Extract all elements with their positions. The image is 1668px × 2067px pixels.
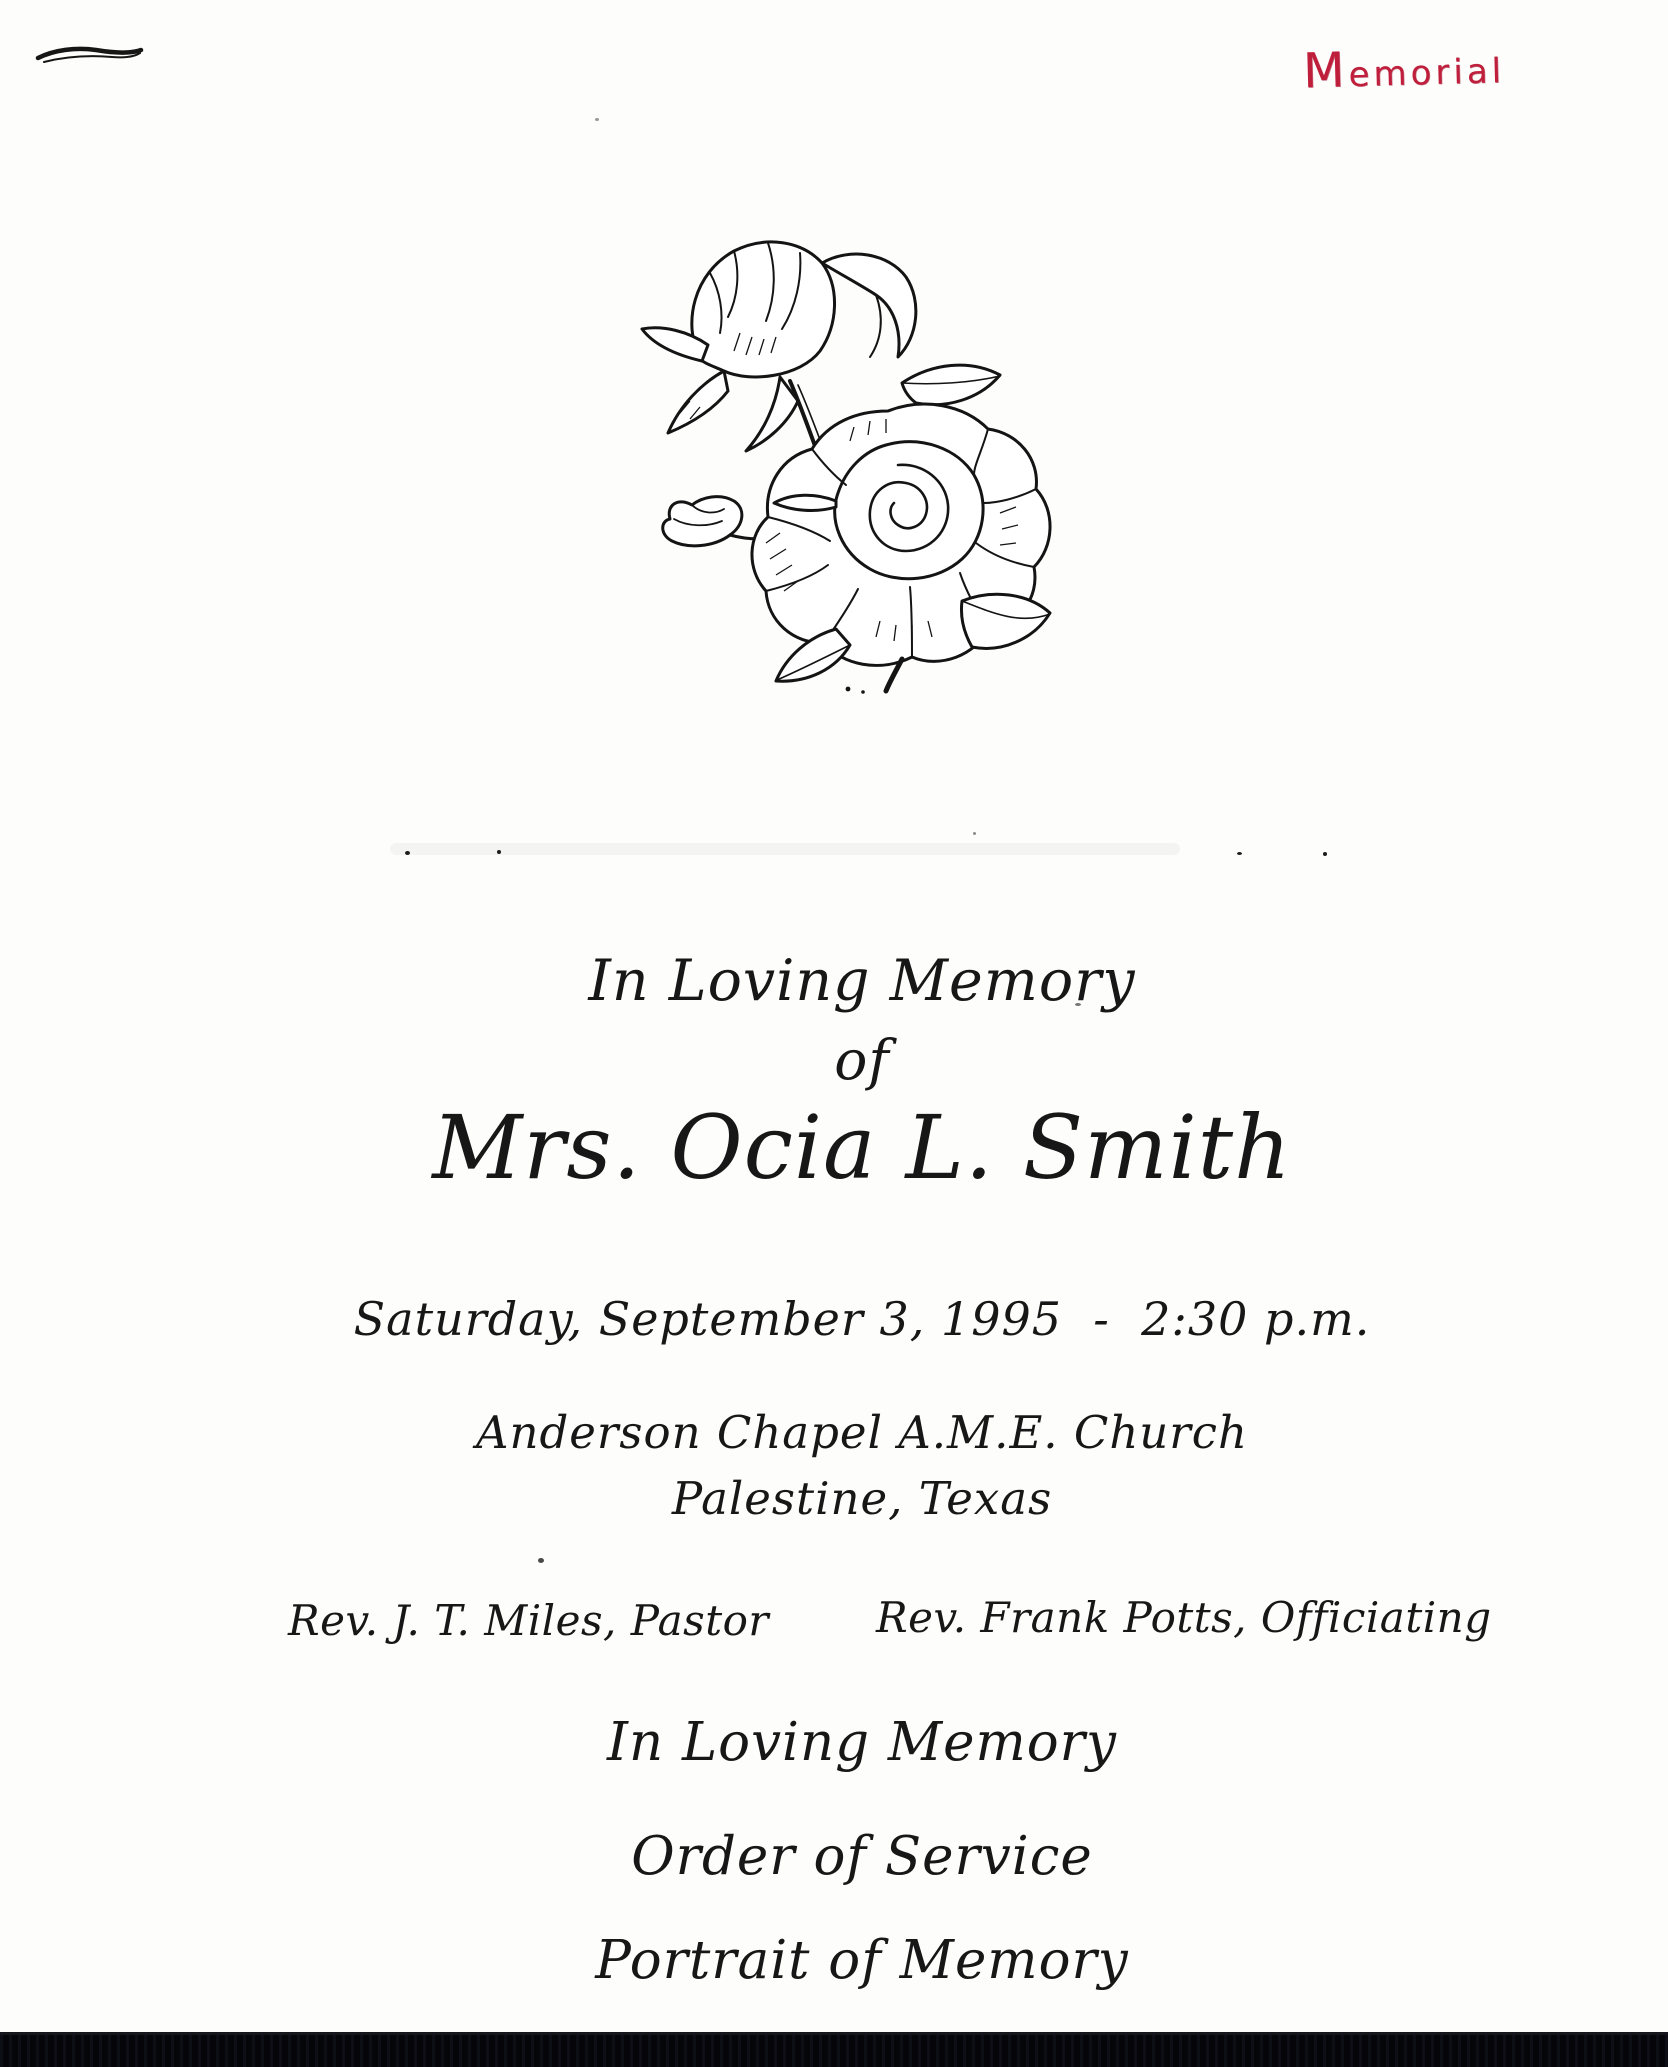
handwritten-memorial-note: Memorial (1302, 42, 1506, 100)
honoree-name: Mrs. Ocia L. Smith (432, 1096, 1292, 1199)
scan-speck (538, 1558, 544, 1563)
pastor-name: Rev. J. T. Miles, Pastor (288, 1596, 769, 1645)
section-in-loving-memory: In Loving Memory (607, 1712, 1117, 1773)
scanner-black-bar-artifact (0, 2032, 1668, 2067)
in-loving-memory-heading: In Loving Memory (588, 948, 1136, 1014)
scan-speck (405, 851, 410, 855)
scan-speck (497, 850, 501, 854)
church-location: Palestine, Texas (671, 1472, 1053, 1525)
faint-scan-band-artifact (390, 843, 1180, 855)
scan-speck (1237, 852, 1242, 855)
two-roses-line-art-icon (640, 213, 1065, 695)
smudge-stroke (32, 42, 146, 70)
scan-speck (1323, 852, 1327, 856)
scan-speck (1075, 1003, 1081, 1006)
church-name: Anderson Chapel A.M.E. Church (475, 1406, 1248, 1459)
service-datetime: Saturday, September 3, 1995 - 2:30 p.m. (353, 1292, 1371, 1346)
ink-smudge-artifact (32, 42, 146, 70)
section-order-of-service: Order of Service (631, 1826, 1093, 1887)
section-portrait-of-memory: Portrait of Memory (595, 1930, 1129, 1991)
officiant-name: Rev. Frank Potts, Officiating (876, 1593, 1492, 1642)
scan-speck (973, 832, 976, 835)
roses-illustration (640, 213, 1065, 695)
scan-speck (595, 118, 599, 121)
of-word: of (834, 1028, 890, 1092)
